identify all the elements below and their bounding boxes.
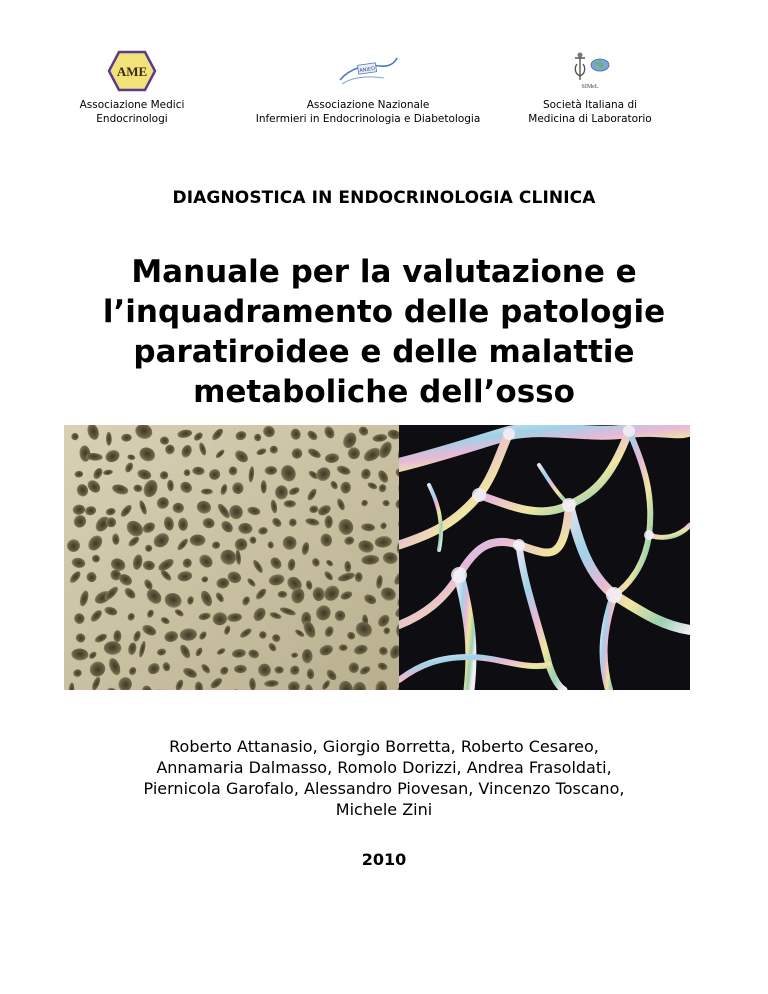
main-title-line-2: l’inquadramento delle patologie [102,294,666,330]
ame-caption-line-1: Associazione Medici [79,99,185,111]
anied-caption-line-1: Associazione Nazionale [306,99,430,111]
authors-line-1: Roberto Attanasio, Giorgio Borretta, Roberto Cesareo, [169,737,599,756]
simel-caption-line-2: Medicina di Laboratorio [528,113,652,125]
anied-logo-block [248,50,488,126]
bone-pore [201,489,213,495]
authors [30,736,738,820]
anied-caption-line-2: Infermieri in Endocrinologia e Diabetologia [255,113,481,125]
anied-caption [248,98,488,126]
publication-year: 2010 [361,850,407,869]
main-title-line-4: metaboliche dell’osso [193,374,575,410]
bone-pore [284,500,296,507]
bone-pore [104,641,122,655]
anied-logo-text: ANIED [359,65,376,75]
anied-logo-icon [336,50,400,92]
osteoporotic-bone-micrograph-icon [399,425,690,690]
simel-caption [520,98,660,126]
ame-logo-icon [107,50,157,92]
series-title: DIAGNOSTICA IN ENDOCRINOLOGIA CLINICA [172,188,596,208]
simel-logo-block [520,50,660,126]
ame-logo-block [62,50,202,126]
bone-pore [190,535,206,547]
main-title-line-3: paratiroidee e delle malattie [133,334,635,370]
authors-line-4: Michele Zini [335,800,433,819]
trabecular-bone-micrograph-icon [64,425,399,690]
simel-logo-icon [566,50,614,92]
ame-logo-text: AME [116,64,148,79]
main-title-line-1: Manuale per la valutazione e [131,254,637,290]
ame-caption [62,98,202,126]
bone-pore [302,649,313,663]
main-title [40,252,728,412]
simel-logo-text: SIMeL [581,84,599,90]
authors-line-3: Piernicola Garofalo, Alessandro Piovesan, Vincenzo Toscano, [143,779,625,798]
authors-line-2: Annamaria Dalmasso, Romolo Dorizzi, Andrea Frasoldati, [156,758,612,777]
ame-caption-line-2: Endocrinologi [96,113,168,125]
simel-caption-line-1: Società Italiana di [542,99,638,111]
